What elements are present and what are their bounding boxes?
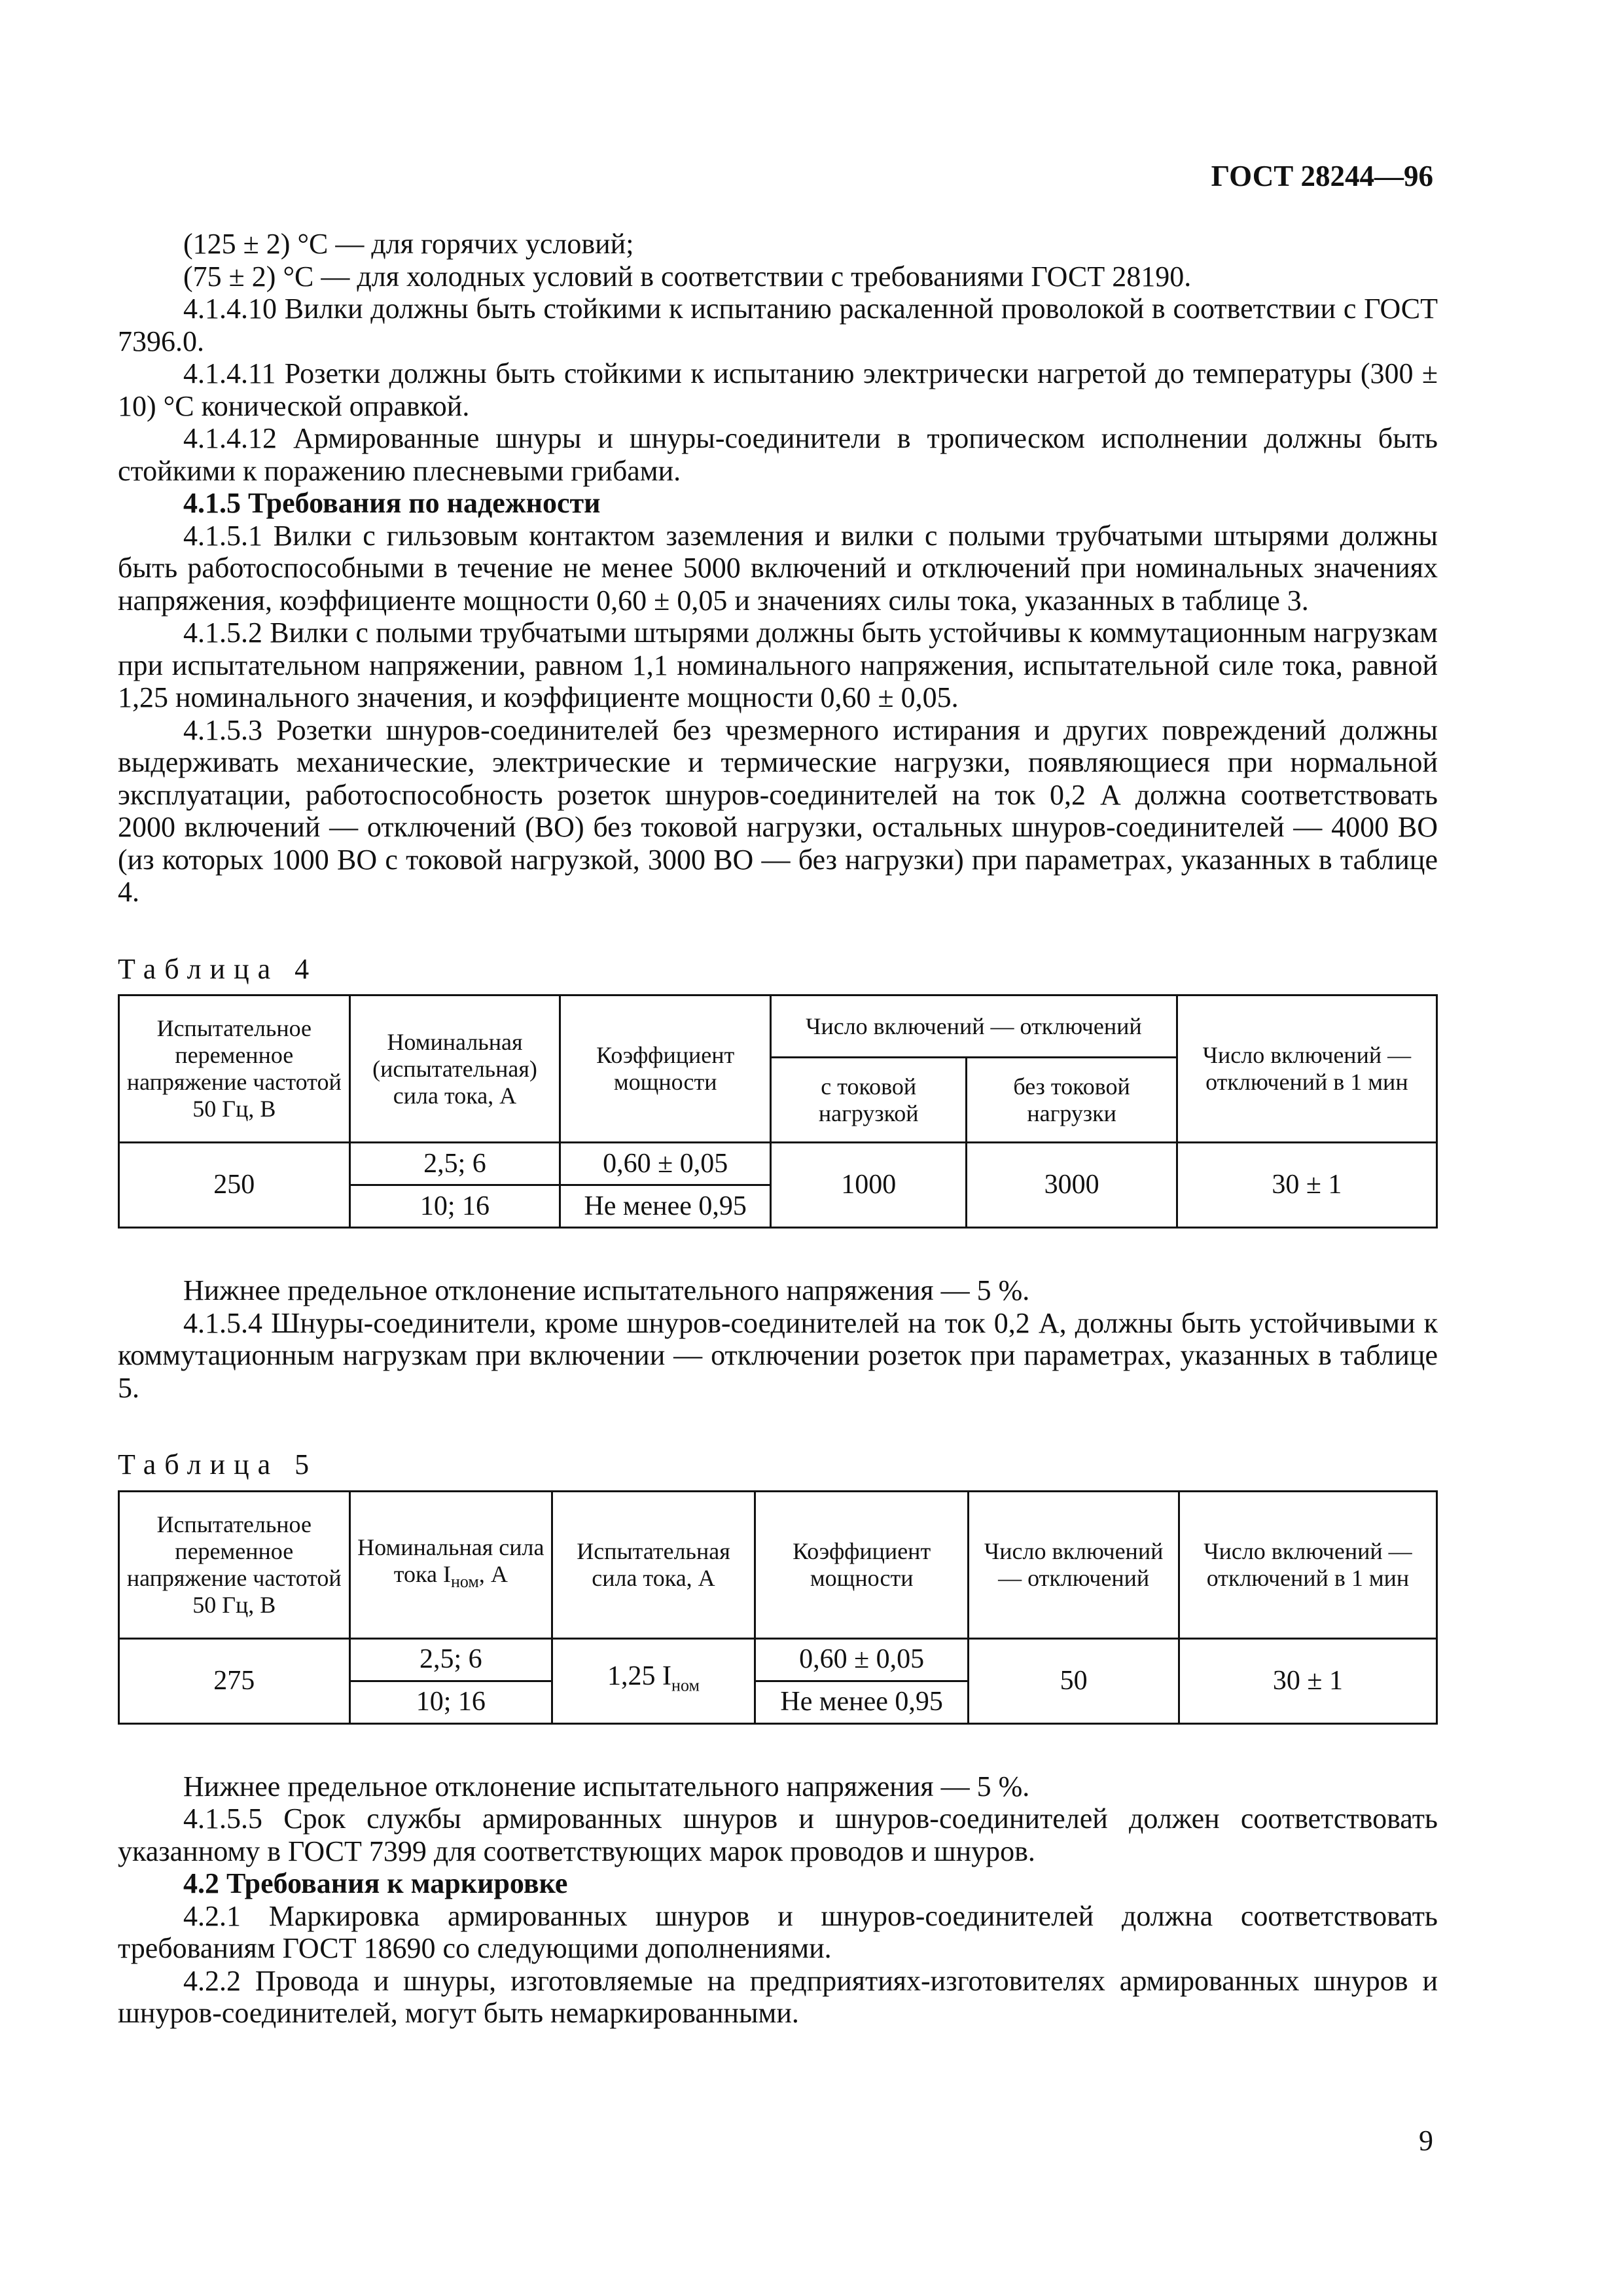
table-cell: 30 ± 1 bbox=[1177, 1143, 1436, 1228]
table-header-cell: Коэффициент мощности bbox=[755, 1491, 969, 1638]
table-header-cell: Число включений — отключений в 1 мин bbox=[1177, 996, 1436, 1143]
table-cell: 0,60 ± 0,05 bbox=[755, 1638, 969, 1681]
table-cell: 10; 16 bbox=[349, 1185, 560, 1228]
table-cell: 10; 16 bbox=[349, 1681, 552, 1723]
section-heading: 4.1.5 Требования по надежности bbox=[183, 487, 601, 519]
paragraph: 4.1.5.2 Вилки с полыми трубчатыми штырями должны быть устойчивы к коммутационным нагрузкам при испытательном напряжении, равном 1,1 номинального напряжения, испытательной силе тока, равной 1,25 номинального значения, и коэффициенте мощности 0,60 ± 0,05. bbox=[118, 617, 1438, 713]
table-header-cell: Число включений — отключений bbox=[969, 1491, 1179, 1638]
paragraph: 4.1.5.5 Срок службы армированных шнуров и шнуров-соединителей должен соответствовать указанному в ГОСТ 7399 для соответствующих марок проводов и шнуров. bbox=[118, 1803, 1438, 1867]
paragraph: 4.1.5.1 Вилки с гильзовым контактом заземления и вилки с полыми трубчатыми штырями должны быть работоспособными в течение не менее 5000 включений и отключений при номинальных значениях напряжения, коэффициенте мощности 0,60 ± 0,05 и значениях силы тока, указанных в таблице 3. bbox=[118, 519, 1438, 617]
table-cell: 2,5; 6 bbox=[349, 1638, 552, 1681]
table-cell: 30 ± 1 bbox=[1179, 1638, 1436, 1723]
table-header-cell: Номинальная (испытательная) сила тока, А bbox=[349, 996, 560, 1143]
table-header-cell: Испытательное переменное напряжение частотой 50 Гц, В bbox=[119, 996, 350, 1143]
paragraph: 4.1.4.12 Армированные шнуры и шнуры-соединители в тропическом исполнении должны быть стойкими к поражению плесневыми грибами. bbox=[118, 422, 1438, 487]
paragraph: 4.1.5.4 Шнуры-соединители, кроме шнуров-соединителей на ток 0,2 А, должны быть устойчивыми к коммутационным нагрузкам при включении — отключении розеток при параметрах, указанных в таблице 5. bbox=[118, 1306, 1438, 1404]
paragraph: 4.1.4.10 Вилки должны быть стойкими к испытанию раскаленной проволокой в соответствии с ГОСТ 7396.0. bbox=[118, 293, 1438, 357]
table-cell: 3000 bbox=[967, 1143, 1177, 1228]
table-cell: 0,60 ± 0,05 bbox=[560, 1143, 771, 1185]
table-cell: Не менее 0,95 bbox=[560, 1185, 771, 1228]
table-header-cell: Число включений — отключений bbox=[770, 996, 1177, 1058]
table-cell: 275 bbox=[119, 1638, 350, 1723]
table-header-cell: Коэффициент мощности bbox=[560, 996, 771, 1143]
table-header-cell: Номинальная сила тока $I_{ном}$, А bbox=[349, 1491, 552, 1638]
paragraph: (75 ± 2) °С — для холодных условий в соответствии с требованиями ГОСТ 28190. bbox=[183, 260, 1192, 293]
table-header-cell: Число включений — отключений в 1 мин bbox=[1179, 1491, 1436, 1638]
paragraph: 4.2.2 Провода и шнуры, изготовляемые на предприятиях-изготовителях армированных шнуров и шнуров-соединителей, могут быть немаркированными. bbox=[118, 1964, 1438, 2029]
table-caption: Таблица 5 bbox=[118, 1448, 318, 1480]
section-heading: 4.2 Требования к маркировке bbox=[183, 1867, 568, 1899]
table-cell: 50 bbox=[969, 1638, 1179, 1723]
page-content bbox=[118, 228, 1438, 2030]
table-header-cell: с токовой нагрузкой bbox=[770, 1058, 966, 1143]
table-caption: Таблица 4 bbox=[118, 952, 318, 985]
table-5 bbox=[118, 1490, 1438, 1725]
document-header: ГОСТ 28244—96 bbox=[1211, 160, 1433, 192]
table-header-cell: без токовой нагрузки bbox=[967, 1058, 1177, 1143]
paragraph: (125 ± 2) °С — для горячих условий; bbox=[183, 228, 634, 260]
paragraph: 4.2.1 Маркировка армированных шнуров и шнуров-соединителей должна соответствовать требованиям ГОСТ 18690 со следующими дополнениями. bbox=[118, 1899, 1438, 1964]
page-number: 9 bbox=[1419, 2125, 1433, 2157]
paragraph: 4.1.4.11 Розетки должны быть стойкими к испытанию электрически нагретой до температуры (300 ± 10) °С конической оправкой. bbox=[118, 357, 1438, 422]
paragraph: Нижнее предельное отклонение испытательного напряжения — 5 %. bbox=[183, 1274, 1030, 1306]
table-4 bbox=[118, 994, 1438, 1229]
paragraph: Нижнее предельное отклонение испытательного напряжения — 5 %. bbox=[183, 1770, 1030, 1803]
table-cell: Не менее 0,95 bbox=[755, 1681, 969, 1723]
paragraph: 4.1.5.3 Розетки шнуров-соединителей без чрезмерного истирания и других повреждений должны выдерживать механические, электрические и термические нагрузки, появляющиеся при нормальной эксплуатации, работоспособность розеток шнуров-соединителей на ток 0,2 А должна соответствовать 2000 включений — отключений (ВО) без токовой нагрузки, остальных шнуров-соединителей — 4000 ВО (из которых 1000 ВО с токовой нагрузкой, 3000 ВО — без нагрузки) при параметрах, указанных в таблице 4. bbox=[118, 713, 1438, 908]
table-cell: 250 bbox=[119, 1143, 350, 1228]
table-cell: 1,25 $I_{ном}$ bbox=[552, 1638, 755, 1723]
table-header-cell: Испытательное переменное напряжение частотой 50 Гц, В bbox=[119, 1491, 350, 1638]
table-header-cell: Испытательная сила тока, А bbox=[552, 1491, 755, 1638]
table-cell: 1000 bbox=[770, 1143, 966, 1228]
table-cell: 2,5; 6 bbox=[349, 1143, 560, 1185]
